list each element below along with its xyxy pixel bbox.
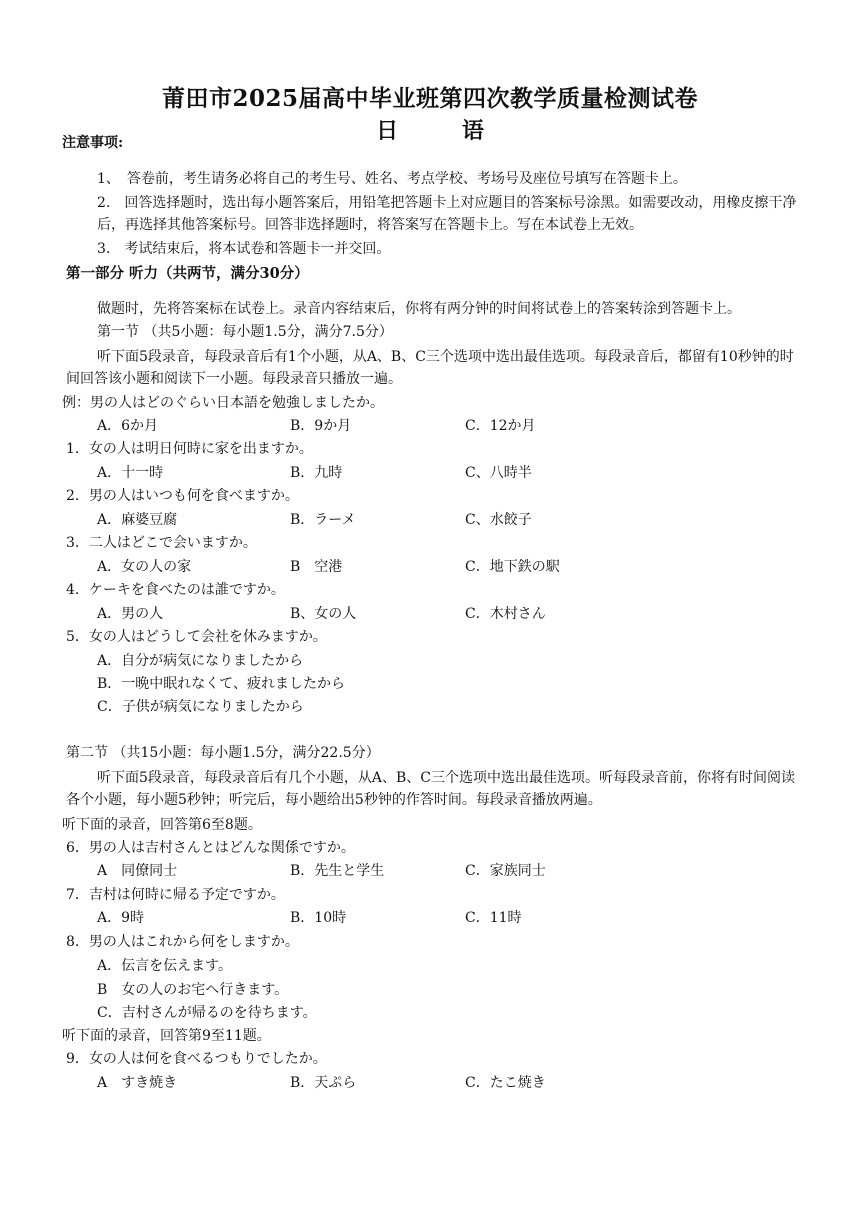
q5-option-a: A．自分が病気になりましたから bbox=[97, 653, 304, 669]
question-8: 8．男の人はこれから何をしますか。 bbox=[66, 934, 299, 950]
question-2: 2．男の人はいつも何を食べますか。 bbox=[66, 488, 299, 504]
q6-option-a: A 同僚同士 bbox=[97, 863, 178, 879]
part1-heading: 第一部分 听力（共两节，满分30分） bbox=[66, 265, 309, 282]
q8-option-b: B 女の人のお宅へ行きます。 bbox=[97, 982, 289, 998]
group2-instruction: 听下面的录音，回答第9至11题。 bbox=[62, 1028, 271, 1044]
q9-option-c: C．たこ焼き bbox=[465, 1075, 546, 1091]
question-1: 1．女の人は明日何時に家を出ますか。 bbox=[66, 441, 313, 457]
question-7: 7．吉村は何時に帰る予定ですか。 bbox=[66, 887, 285, 903]
page-title: 莆田市2025届高中毕业班第四次教学质量检测试卷 bbox=[161, 85, 698, 112]
notes-heading: 注意事项: bbox=[62, 135, 124, 151]
q3-option-c: C．地下鉄の駅 bbox=[465, 559, 560, 575]
question-9: 9．女の人は何を食べるつもりでしたか。 bbox=[66, 1051, 327, 1067]
q8-option-c: C．吉村さんが帰るのを待ちます。 bbox=[97, 1005, 317, 1021]
q7-option-a: A．9時 bbox=[97, 910, 145, 926]
q2-option-a: A．麻婆豆腐 bbox=[97, 512, 178, 528]
example-option-b: B．9か月 bbox=[290, 418, 352, 434]
question-6: 6．男の人は吉村さんとはどんな関係ですか。 bbox=[66, 840, 355, 856]
q3-option-a: A．女の人の家 bbox=[97, 559, 192, 575]
section1-instructions: 听下面5段录音，每段录音后有1个小题，从A、B、C三个选项中选出最佳选项。每段录音后，都留有10秒钟的时间回答该小题和阅读下一小题。每段录音只播放一遍。 bbox=[66, 349, 794, 387]
q7-option-b: B．10時 bbox=[290, 910, 347, 926]
q7-option-c: C．11時 bbox=[465, 910, 522, 926]
question-3: 3．二人はどこで会いますか。 bbox=[66, 535, 257, 551]
question-5: 5．女の人はどうして会社を休みますか。 bbox=[66, 629, 327, 645]
group1-instruction: 听下面的录音，回答第6至8题。 bbox=[62, 817, 262, 833]
note-item-2: 2. 回答选择题时，选出每小题答案后，用铅笔把答题卡上对应题目的答案标号涂黑。如需要改动，用橡皮擦干净后，再选择其他答案标号。回答非选择题时，将答案写在答题卡上。写在本试卷上无效。 bbox=[97, 195, 797, 233]
subject-title: 日 语 bbox=[376, 118, 512, 144]
q2-option-b: B．ラーメ bbox=[290, 512, 356, 528]
q5-option-b: B．一晩中眠れなくて、疲れましたから bbox=[97, 676, 346, 692]
example-option-c: C．12か月 bbox=[465, 418, 536, 434]
q9-option-b: B．天ぷら bbox=[290, 1075, 357, 1091]
question-4: 4．ケーキを食べたのは誰ですか。 bbox=[66, 582, 285, 598]
example-question: 例：男の人はどのぐらい日本語を勉強しましたか。 bbox=[62, 395, 384, 411]
q6-option-c: C．家族同士 bbox=[465, 863, 546, 879]
q4-option-a: A．男の人 bbox=[97, 606, 164, 622]
note-item-3: 3. 考试结束后，将本试卷和答题卡一并交回。 bbox=[97, 241, 391, 257]
part1-intro: 做题时，先将答案标在试卷上。录音内容结束后，你将有两分钟的时间将试卷上的答案转涂到答题卡上。 bbox=[97, 301, 741, 317]
example-option-a: A．6か月 bbox=[97, 418, 159, 434]
q4-option-c: C．木村さん bbox=[465, 606, 546, 622]
q5-option-c: C．子供が病気になりましたから bbox=[97, 699, 304, 715]
q1-option-a: A．十一時 bbox=[97, 465, 164, 481]
q4-option-b: B、女の人 bbox=[290, 606, 357, 622]
section1-heading: 第一节 （共5小题：每小题1.5分，满分7.5分） bbox=[97, 324, 393, 340]
q1-option-b: B．九時 bbox=[290, 465, 343, 481]
note-item-1: 1、 答卷前，考生请务必将自己的考生号、姓名、考点学校、考场号及座位号填写在答题卡上。 bbox=[97, 171, 687, 187]
section2-heading: 第二节 （共15小题：每小题1.5分，满分22.5分） bbox=[66, 745, 380, 761]
q2-option-c: C、水餃子 bbox=[465, 512, 532, 528]
q3-option-b: B 空港 bbox=[290, 559, 343, 575]
section2-instructions: 听下面5段录音，每段录音后有几个小题，从A、B、C三个选项中选出最佳选项。听每段录音前，你将有时间阅读各个小题，每小题5秒钟；听完后，每小题给出5秒钟的作答时间。每段录音播放两遍。 bbox=[66, 770, 796, 808]
q8-option-a: A．伝言を伝えます。 bbox=[97, 958, 232, 974]
q6-option-b: B．先生と学生 bbox=[290, 863, 385, 879]
q1-option-c: C、八時半 bbox=[465, 465, 532, 481]
q9-option-a: A すき焼き bbox=[97, 1075, 178, 1091]
